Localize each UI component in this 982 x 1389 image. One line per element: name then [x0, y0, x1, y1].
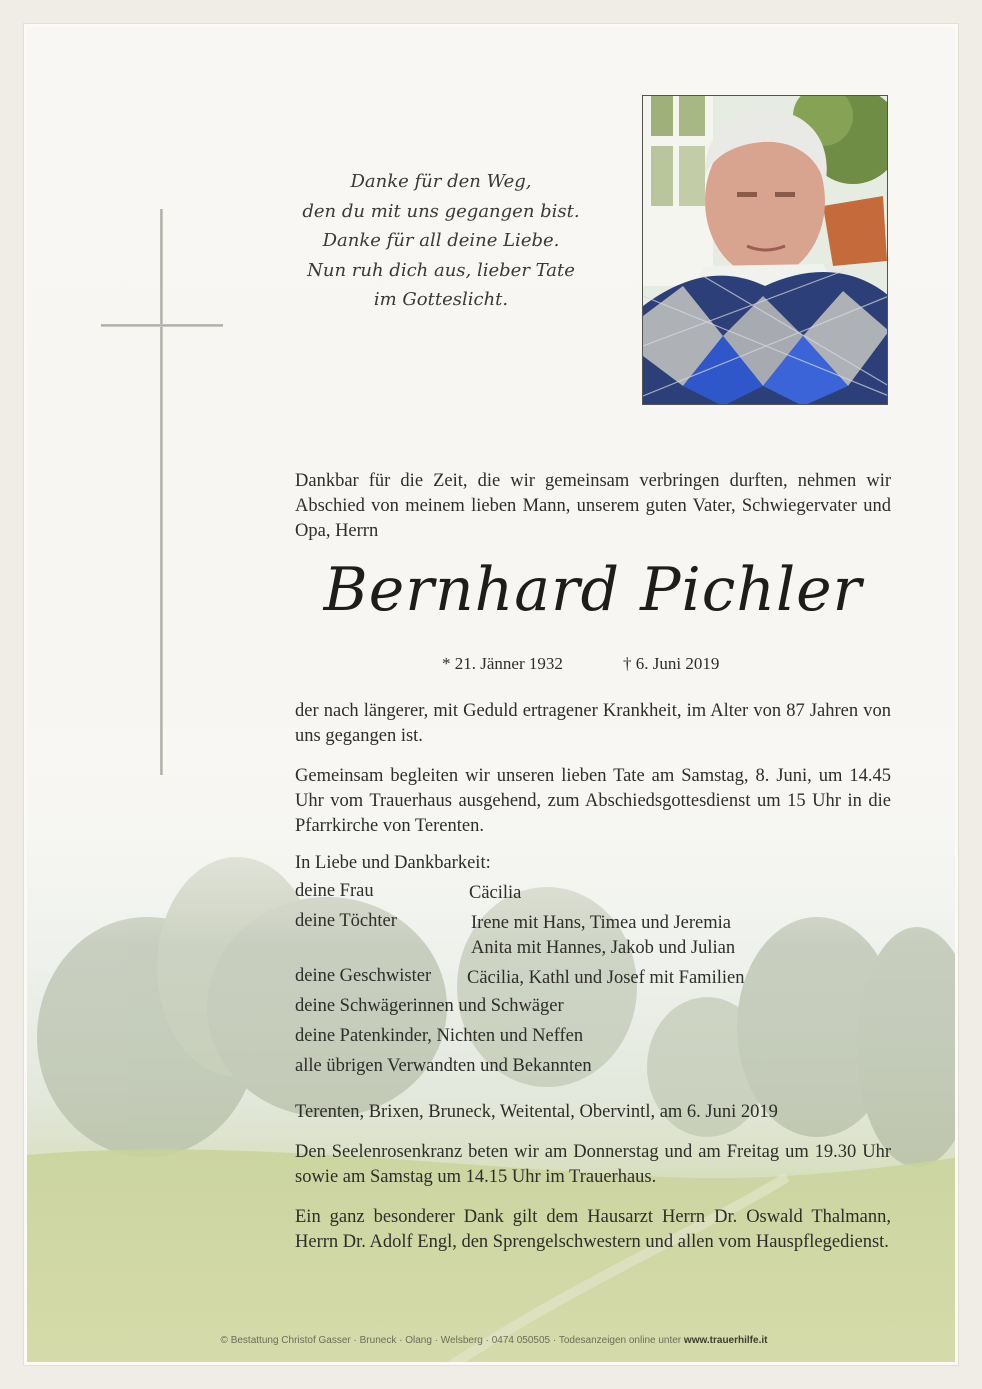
poem-line: den du mit uns gegangen bist. — [302, 200, 580, 222]
illness-text: der nach längerer, mit Geduld ertragener Krankheit, im Alter von 87 Jahren von uns gegangen ist. — [295, 701, 891, 746]
mourner-row — [295, 911, 895, 966]
cross-icon-horizontal — [101, 324, 223, 327]
cross-icon-vertical — [160, 209, 163, 775]
mourner-relation: deine Töchter — [295, 911, 397, 931]
mourner-relation: deine Schwägerinnen und Schwäger — [295, 996, 564, 1016]
poem-line: im Gotteslicht. — [373, 289, 509, 310]
poem-line: Danke für all deine Liebe. — [322, 230, 560, 251]
mourner-names: Cäcilia, Kathl und Josef mit Familien — [467, 968, 745, 988]
memorial-poem — [267, 167, 615, 315]
mourner-row — [295, 881, 895, 911]
thanks-text: Ein ganz besonderer Dank gilt dem Hausarzt Herrn Dr. Oswald Thalmann, Herrn Dr. Adolf Engl, den Sprengelschwestern und allen vom Hauspflegedienst. — [295, 1207, 891, 1252]
mourner-name-line: Anita mit Hannes, Jakob und Julian — [471, 938, 736, 958]
mourner-relation: deine Geschwister — [295, 966, 432, 986]
mourner-row — [295, 996, 895, 1026]
mourner-relation: deine Frau — [295, 881, 374, 901]
mourner-names: Cäcilia — [469, 883, 522, 903]
mourner-relation: alle übrigen Verwandten und Bekannten — [295, 1056, 592, 1076]
mourner-name-line: Irene mit Hans, Timea und Jeremia — [471, 913, 731, 933]
funeral-text: Gemeinsam begleiten wir unseren lieben Tate am Samstag, 8. Juni, um 14.45 Uhr vom Trauerhaus ausgehend, zum Abschiedsgottesdienst um 15 Uhr in die Pfarrkirche von Terenten. — [295, 766, 891, 836]
obituary-sheet — [24, 24, 958, 1365]
mourner-row — [295, 1056, 895, 1086]
footer-website-link[interactable]: www.trauerhilfe.it — [683, 1335, 768, 1346]
mourner-names — [471, 911, 735, 961]
birth-date: * 21. Jänner 1932 — [442, 654, 563, 673]
place-date: Terenten, Brixen, Bruneck, Weitental, Obervintl, am 6. Juni 2019 — [295, 1102, 778, 1122]
death-date: † 6. Juni 2019 — [623, 654, 720, 673]
rosary-text: Den Seelenrosenkranz beten wir am Donnerstag und am Freitag um 19.30 Uhr sowie am Samstag um 14.15 Uhr im Trauerhaus. — [295, 1142, 891, 1187]
footer-text: © Bestattung Christof Gasser · Bruneck · Olang · Welsberg · 0474 050505 · Todesanzeigen online unter — [220, 1335, 682, 1346]
portrait-image — [643, 96, 888, 405]
portrait-photo — [642, 95, 888, 405]
intro-text: Dankbar für die Zeit, die wir gemeinsam verbringen durften, nehmen wir Abschied von meinem lieben Mann, unserem guten Vater, Schwiegervater und Opa, Herrn — [295, 471, 891, 541]
deceased-name: Bernhard Pichler — [323, 555, 863, 625]
poem-line: Danke für den Weg, — [350, 171, 532, 192]
mourner-row — [295, 966, 895, 996]
mourners-list — [295, 881, 895, 1086]
mourner-row — [295, 1026, 895, 1056]
mourners-title: In Liebe und Dankbarkeit: — [295, 853, 491, 873]
poem-line: Nun ruh dich aus, lieber Tate — [307, 259, 575, 281]
mourner-relation: deine Patenkinder, Nichten und Neffen — [295, 1026, 584, 1046]
footer — [27, 1335, 958, 1346]
